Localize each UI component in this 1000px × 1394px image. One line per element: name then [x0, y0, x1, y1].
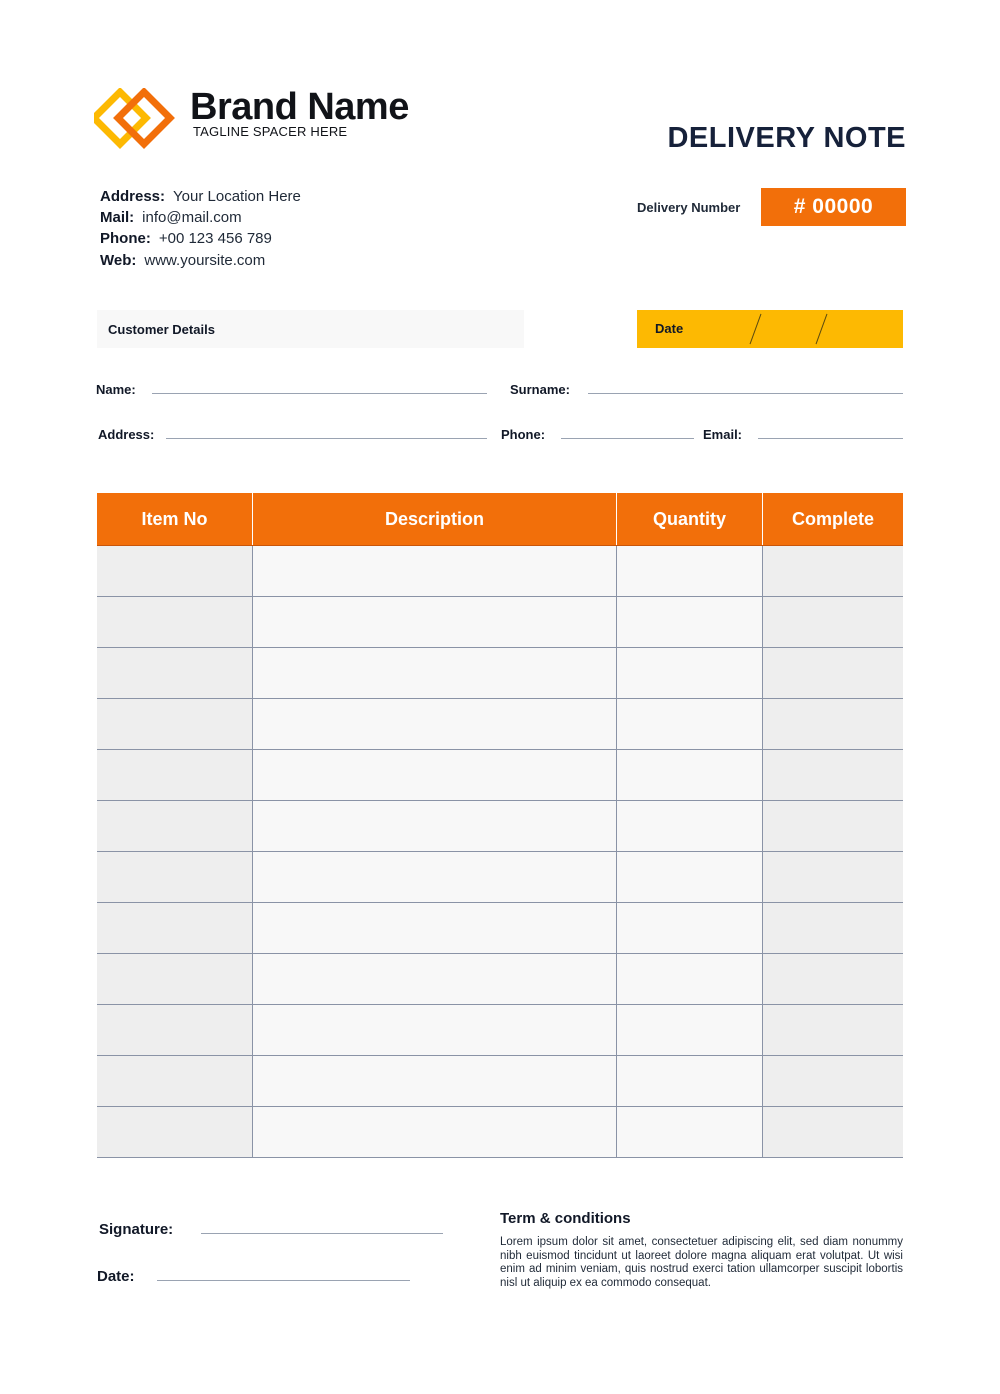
terms-title: Term & conditions	[500, 1210, 631, 1227]
cell-description[interactable]	[253, 648, 617, 698]
cell-item-no[interactable]	[97, 852, 253, 902]
table-header	[97, 493, 903, 546]
cell-complete[interactable]	[763, 546, 903, 596]
table-row	[97, 1056, 903, 1107]
contact-address	[100, 188, 301, 205]
terms-body: Lorem ipsum dolor sit amet, consectetuer adipiscing elit, sed diam nonummy nibh euismod tincidunt ut laoreet dolore magna aliquam erat volutpat. Ut wisi enim ad minim veniam, quis nostrud exerci tation ullamcorper suscipit lobortis nisl ut aliquip ex ea commodo consequat.	[500, 1236, 903, 1289]
phone-label: Phone:	[501, 427, 546, 442]
name-label: Name:	[96, 382, 136, 397]
cell-description[interactable]	[253, 546, 617, 596]
phone-field[interactable]	[561, 438, 694, 439]
cell-description[interactable]	[253, 1056, 617, 1106]
signature-field[interactable]	[201, 1233, 443, 1234]
cell-complete[interactable]	[763, 954, 903, 1004]
cell-quantity[interactable]	[617, 750, 763, 800]
cell-description[interactable]	[253, 801, 617, 851]
address-label: Address:	[98, 427, 155, 442]
table-row	[97, 903, 903, 954]
address-field[interactable]	[166, 438, 487, 439]
cell-description[interactable]	[253, 1107, 617, 1157]
surname-field[interactable]	[588, 393, 903, 394]
cell-description[interactable]	[253, 954, 617, 1004]
cell-item-no[interactable]	[97, 903, 253, 953]
cell-description[interactable]	[253, 699, 617, 749]
cell-complete[interactable]	[763, 1107, 903, 1157]
email-field[interactable]	[758, 438, 903, 439]
cell-complete[interactable]	[763, 852, 903, 902]
contact-web-value: www.yoursite.com	[144, 252, 266, 269]
cell-description[interactable]	[253, 852, 617, 902]
footer-date-label: Date:	[97, 1268, 135, 1285]
cell-complete[interactable]	[763, 1005, 903, 1055]
table-row	[97, 954, 903, 1005]
contact-phone	[100, 230, 272, 247]
brand-tagline: TAGLINE SPACER HERE	[193, 124, 348, 139]
cell-quantity[interactable]	[617, 801, 763, 851]
contact-address-value: Your Location Here	[173, 188, 301, 205]
cell-quantity[interactable]	[617, 546, 763, 596]
contact-address-label: Address:	[100, 188, 166, 205]
contact-phone-value: +00 123 456 789	[158, 230, 272, 247]
header-item-no: Item No	[97, 493, 253, 545]
delivery-number-label: Delivery Number	[637, 200, 741, 215]
table-row	[97, 750, 903, 801]
cell-item-no[interactable]	[97, 546, 253, 596]
document-title: DELIVERY NOTE	[667, 122, 906, 154]
name-field[interactable]	[152, 393, 487, 394]
brand-logo-icon	[94, 88, 178, 156]
cell-item-no[interactable]	[97, 648, 253, 698]
table-row	[97, 648, 903, 699]
cell-quantity[interactable]	[617, 852, 763, 902]
cell-item-no[interactable]	[97, 1107, 253, 1157]
cell-item-no[interactable]	[97, 801, 253, 851]
table-row	[97, 852, 903, 903]
contact-mail-value: info@mail.com	[142, 209, 242, 226]
cell-description[interactable]	[253, 597, 617, 647]
table-row	[97, 546, 903, 597]
header-complete: Complete	[791, 508, 874, 529]
signature-label: Signature:	[99, 1221, 174, 1238]
cell-description[interactable]	[253, 1005, 617, 1055]
cell-complete[interactable]	[763, 750, 903, 800]
contact-web-label: Web:	[100, 252, 137, 269]
table-row	[97, 1005, 903, 1056]
table-row	[97, 801, 903, 852]
cell-complete[interactable]	[763, 903, 903, 953]
cell-quantity[interactable]	[617, 1107, 763, 1157]
contact-phone-label: Phone:	[100, 230, 151, 247]
cell-item-no[interactable]	[97, 699, 253, 749]
cell-item-no[interactable]	[97, 750, 253, 800]
table-row	[97, 1107, 903, 1158]
table-body	[97, 546, 903, 1158]
cell-quantity[interactable]	[617, 954, 763, 1004]
customer-details-title: Customer Details	[108, 321, 215, 337]
cell-complete[interactable]	[763, 648, 903, 698]
contact-web	[100, 252, 265, 269]
contact-mail	[100, 209, 242, 226]
cell-complete[interactable]	[763, 801, 903, 851]
cell-complete[interactable]	[763, 597, 903, 647]
cell-item-no[interactable]	[97, 597, 253, 647]
date-separator-slash	[816, 314, 828, 344]
cell-item-no[interactable]	[97, 954, 253, 1004]
cell-description[interactable]	[253, 903, 617, 953]
cell-complete[interactable]	[763, 1056, 903, 1106]
items-table	[97, 493, 903, 1158]
header-description: Description	[253, 493, 617, 545]
email-label: Email:	[703, 427, 743, 442]
date-box[interactable]	[637, 310, 903, 348]
cell-quantity[interactable]	[617, 1056, 763, 1106]
cell-quantity[interactable]	[617, 699, 763, 749]
cell-quantity[interactable]	[617, 648, 763, 698]
brand-name: Brand Name	[190, 86, 409, 128]
cell-quantity[interactable]	[617, 597, 763, 647]
date-separator-slash	[750, 314, 762, 344]
cell-quantity[interactable]	[617, 903, 763, 953]
footer-date-field[interactable]	[157, 1280, 410, 1281]
table-row	[97, 699, 903, 750]
cell-item-no[interactable]	[97, 1056, 253, 1106]
table-row	[97, 597, 903, 648]
cell-quantity[interactable]	[617, 1005, 763, 1055]
cell-description[interactable]	[253, 750, 617, 800]
delivery-number-value: # 00000	[761, 188, 906, 226]
customer-details-bar	[97, 310, 524, 348]
contact-mail-label: Mail:	[100, 209, 135, 226]
cell-item-no[interactable]	[97, 1005, 253, 1055]
date-label: Date	[655, 321, 684, 336]
header-quantity: Quantity	[617, 493, 763, 545]
surname-label: Surname:	[510, 382, 570, 397]
cell-complete[interactable]	[763, 699, 903, 749]
